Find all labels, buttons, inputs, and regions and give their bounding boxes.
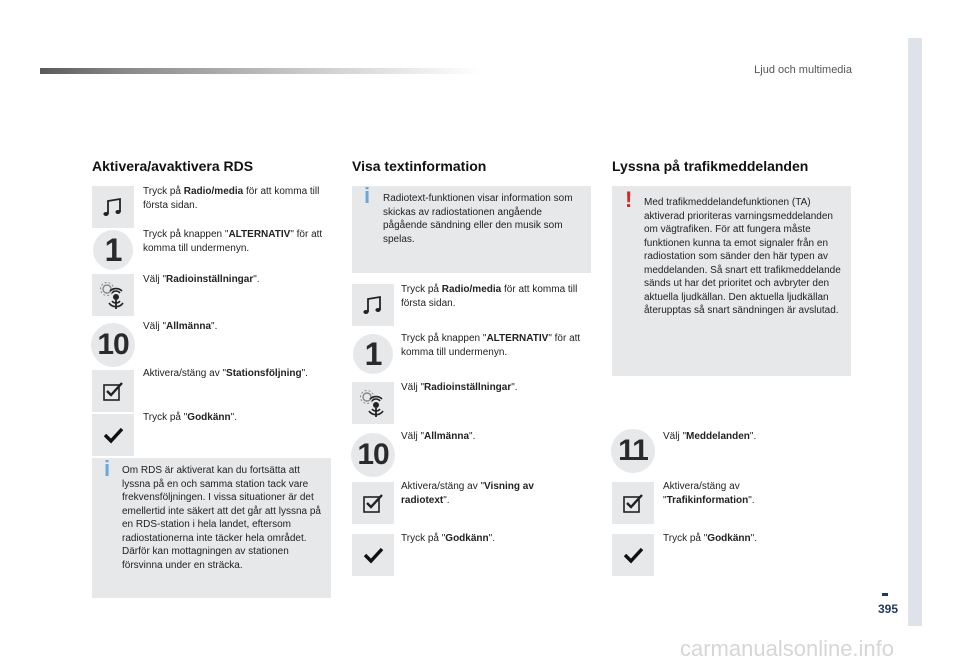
section-header: Ljud och multimedia — [754, 64, 852, 76]
radio-settings-icon — [92, 274, 134, 316]
checkmark-icon — [92, 414, 134, 456]
music-note-icon — [352, 284, 394, 326]
col1-step-5: Aktivera/stäng av "Stationsföljning". — [143, 368, 308, 379]
number-10-icon: 10 — [90, 322, 136, 368]
col1-step-6: Tryck på "Godkänn". — [143, 412, 237, 423]
col1-step-1: Tryck på Radio/media för att komma till första sidan. — [143, 186, 320, 211]
radio-settings-icon — [352, 382, 394, 424]
col1-step-3: Välj "Radioinställningar". — [143, 274, 260, 285]
col1-step-2: Tryck på knappen "ALTERNATIV" för att komma till undermenyn. — [143, 229, 323, 254]
page-side-strip — [908, 38, 922, 626]
number-10-icon: 10 — [350, 432, 396, 478]
number-1-icon: 1 — [92, 229, 134, 271]
warning-icon: ! — [625, 187, 633, 212]
col2-step-3: Välj "Radioinställningar". — [401, 382, 518, 393]
header-gradient-bar — [40, 68, 480, 74]
col3-step-1: Välj "Meddelanden". — [663, 431, 757, 442]
col1-step-4: Välj "Allmänna". — [143, 321, 218, 332]
number-1-icon: 1 — [352, 333, 394, 375]
page-number: 395 — [878, 602, 899, 616]
col3-title: Lyssna på trafikmeddelanden — [612, 158, 809, 174]
number-11-icon: 11 — [610, 428, 656, 474]
info-icon: i — [104, 456, 111, 481]
music-note-icon — [92, 186, 134, 228]
col2-step-5: Aktivera/stäng av "Visning av radiotext". — [401, 481, 534, 506]
col3-step-3: Tryck på "Godkänn". — [663, 533, 757, 544]
col2-step-2: Tryck på knappen "ALTERNATIV" för att komma till undermenyn. — [401, 333, 581, 358]
checkbox-icon — [612, 482, 654, 524]
col3-step-2: Aktivera/stäng av "Trafikinformation". — [663, 481, 755, 506]
checkmark-icon — [612, 534, 654, 576]
col1-title: Aktivera/avaktivera RDS — [92, 158, 254, 174]
col1-info-note — [92, 458, 331, 598]
col2-title: Visa textinformation — [352, 158, 487, 174]
watermark: carmanualsonline.info — [680, 636, 895, 661]
col3-warning-note — [612, 186, 851, 376]
checkbox-icon — [352, 482, 394, 524]
col2-info-note — [352, 183, 591, 273]
info-icon: i — [364, 183, 371, 208]
page-number-dash — [882, 593, 888, 596]
col3-note-text: Med trafikmeddelandefunktionen (TA) aktiverad prioriteras varningsmeddelanden om vägtrafiken. För att fungera måste funktionen kunna ta emot signaler från en radiostation som sänder den här typen av meddelanden. Så snart ett trafikmeddelande sänds ut har det prioritet och avbryter den aktuella ljudkällan. Den aktuella ljudkällan återupptas så snart sändningen är avslutad. — [644, 197, 841, 316]
col2-step-6: Tryck på "Godkänn". — [401, 533, 495, 544]
col2-step-4: Välj "Allmänna". — [401, 431, 476, 442]
col2-note-text: Radiotext-funktionen visar information som skickas av radiostationen angående pågående sändning eller den musik som spelas. — [383, 193, 573, 245]
col2-step-1: Tryck på Radio/media för att komma till första sidan. — [401, 284, 578, 309]
col1-note-text: Om RDS är aktiverat kan du fortsätta att lyssna på en och samma station tack vare frekvensföljningen. I vissa situationer är det emellertid inte säkert att det går att lyssna på en RDS-station i hela landet, eftersom radiostationerna inte täcker hela området. Därför kan mottagningen av stationen försvinna under en sträcka. — [122, 465, 321, 571]
checkbox-icon — [92, 370, 134, 412]
checkmark-icon — [352, 534, 394, 576]
